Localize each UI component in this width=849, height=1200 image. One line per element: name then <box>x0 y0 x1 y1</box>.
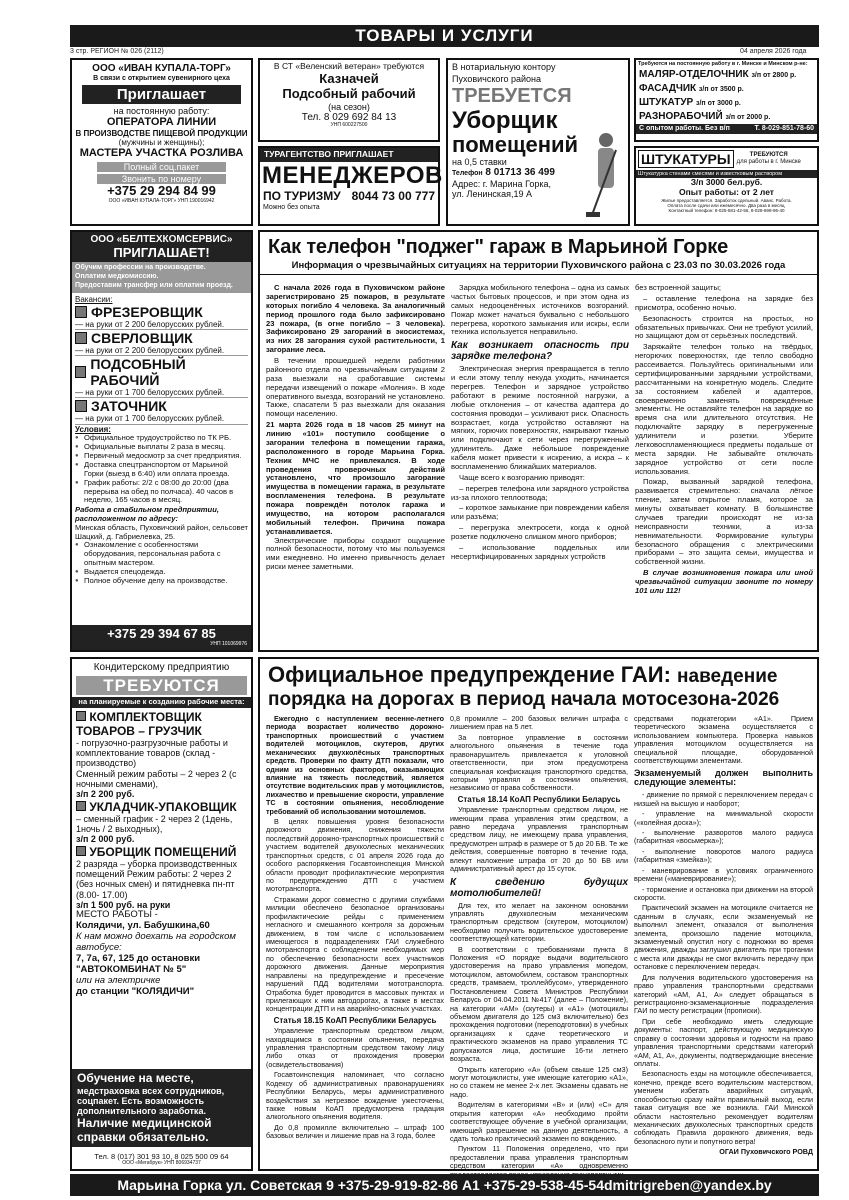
list-item: - управление на минимальной скорости («колейная доска»); <box>634 809 813 827</box>
article-signature: ОГАИ Пуховичского РОВД <box>719 1147 813 1157</box>
vacancy-salary: — на руки от 1 700 белорусских рублей. <box>75 388 248 398</box>
article-heading: Экзаменуемый должен выполнить следующие элементы: <box>634 767 813 788</box>
vacancy-salary: — на руки от 2 200 белорусских рублей. <box>75 320 248 330</box>
ad-text: ТУРАГЕНТСТВО ПРИГЛАШАЕТ <box>260 148 438 162</box>
page-meta: 3 стр. РЕГИОН № 026 (2112) <box>70 48 164 55</box>
ad-phone: Контактный телефон: 8-025-581-42-56, 8-029-698-96-40 <box>668 208 785 214</box>
ad-travel-agency <box>258 146 443 226</box>
ad-job: Подсобный рабочий <box>282 85 416 101</box>
ad-text: В нотариальную контору <box>452 62 556 72</box>
ad-text: К нам можно доехать на городском автобусе: <box>76 931 236 954</box>
ad-required: ТРЕБУЕТСЯ <box>452 84 572 107</box>
ad-text: "АВТОКОМБИНАТ № 5" <box>76 964 187 976</box>
ad-phone-label: Телефон <box>452 170 483 178</box>
ad-beltechkomservis <box>70 230 253 652</box>
ad-company: ООО «БЕЛТЕХКОМСЕРВИС» <box>90 234 233 245</box>
ad-text: – сменный график - 2 через 2 (1день, 1ночь / 2 выходных), <box>76 813 233 835</box>
checkbox-icon <box>75 400 87 412</box>
condition: ● Доставка спецтранспортом от Марьиной Горки (выезд в 6:40) или оплата проезда. <box>75 461 248 479</box>
ad-confectionery <box>70 657 253 1171</box>
paragraph: В случае возникновения пожара или иной чрезвычайной ситуации звоните по номеру 101 или 112! <box>635 568 813 595</box>
condition: ● Выдается спецодежда. <box>75 568 248 577</box>
paragraph: Для получения водительского удостоверения на право управления транспортными средствами категорий «АМ, А1, А» следует обращаться в регистрационно-экзаменационные подразделения ГАИ по месту регистрации (прописки). <box>634 972 813 1016</box>
ad-exp: Опыт работы: от 2 лет <box>679 187 774 198</box>
vacancy: ФРЕЗЕРОВЩИК <box>75 304 248 320</box>
checkbox-icon <box>75 306 87 318</box>
ad-text: Штукатурка стенами смесями и известковым раствором <box>636 170 817 178</box>
paragraph: Пожар, вызванный зарядкой телефона, развивается стремительно: сначала лёгкое тление, затем открытое пламя, которое за минуты охватывает комнату. В большинстве случаев трагедии происходят не из-за неисправности техники, а из-за невнимательности. Формирование культуры безопасного обращения с электрическими приборами – это защита семьи, имущества и собственной жизни. <box>635 477 813 567</box>
list-item: - движение по прямой с переключением передач с низшей на высшую и наоборот; <box>634 790 813 808</box>
ad-job: МАСТЕРА УЧАСТКА РОЗЛИВА <box>79 147 244 160</box>
ad-job: Казначей <box>319 70 379 86</box>
ad-text: до станции "КОЛЯДИЧИ" <box>76 985 195 997</box>
ad-text: или на электричке <box>76 975 161 987</box>
cleaner-icon <box>584 130 624 220</box>
paragraph: Пунктом 11 Положения определено, что при предоставлении права управления транспортным средством категории «А» одновременно <box>450 1144 628 1171</box>
issue-date: 04 апреля 2026 года <box>740 48 807 55</box>
ad-benefit: Полный соц.пакет <box>97 162 226 172</box>
ad-text: Пуховичского района <box>452 74 542 85</box>
ad-phone: Тел. 8 029 692 84 13 <box>301 111 397 123</box>
ad-text: 7, 7а, 67, 125 до остановки <box>76 953 201 965</box>
article-column <box>266 715 444 1169</box>
paragraph: – оставление телефона на зарядке без присмотра, особенно ночью. <box>635 293 813 312</box>
paragraph: При себе необходимо иметь следующие документы: паспорт, действующую медицинскую справку о состоянии здоровья и годности на право управления транспортными средствами категорий «АМ, А1, А», документы, подтверждающие внесение оплаты. <box>634 1016 813 1068</box>
ad-address: ул. Ленинская,19 А <box>452 188 532 199</box>
article-heading: К сведению будущих мотолюбителей! <box>450 876 628 899</box>
article-gai-warning <box>258 657 819 1171</box>
ad-required: ТРЕБУЮТСЯ <box>76 676 247 696</box>
vacancy: ПОДСОБНЫЙ РАБОЧИЙ <box>75 356 248 388</box>
list-item: - торможение и остановка при движении на второй скорости. <box>634 884 813 902</box>
ad-job-detail: В ПРОИЗВОДСТВЕ ПИЩЕВОЙ ПРОДУКЦИИ <box>75 128 248 138</box>
paragraph: В течении прошедшей недели работники районного отдела по чрезвычайным ситуациям 2 раза выезжали на сработавшие системы передачи извещений о пожаре «Молния». В ходе оперативного выезда, возгораний не установлено. Также, спасатели 5 раз выезжали для оказания помощи населению. <box>266 356 445 419</box>
article-heading: Как возникает опасность при зарядке телефона? <box>451 340 629 363</box>
ad-phone: Тел. 8 (017) 301 93 10, 8 025 500 09 64 <box>94 1151 229 1161</box>
ad-text: Жилье предоставляется. Заработок сдельный. Аванс. Работа. <box>661 197 792 203</box>
ad-job: помещений <box>452 131 579 157</box>
ad-text: Обучим профессии на производстве. <box>75 264 206 272</box>
ad-ivan-kupala <box>70 58 253 226</box>
vacancy: СВЕРЛОВЩИК <box>75 330 248 346</box>
paragraph: Электрические приборы создают ощущение полной безопасности, потому что мы пользуемся ими ежедневно. Но именно привычность делает риски менее заметными. <box>266 535 445 572</box>
article-column <box>266 284 445 648</box>
ad-unp: ООО «Мегабрук» УНП 806934737 <box>122 1160 201 1167</box>
ad-pay: з/п 2 000 руб. <box>76 834 135 845</box>
ad-required: ТРЕБУЮТСЯ <box>749 152 788 159</box>
paragraph: Госавтоинспекция напоминает, что согласно Кодексу об административных правонарушениях Республики Беларусь, меры административного воздействия за нетрезвое вождение ужесточены, также новым КоАП предусмотрена градация алкогольного опьянения водителя. <box>266 1070 444 1122</box>
ad-invite: ПРИГЛАШАЕТ! <box>113 244 210 260</box>
ad-address: Минская область, Пуховичский район, сельсовет Шацкий, д. Габриелевка, 25. <box>75 522 248 541</box>
article-heading: Статья 18.15 КоАП Республики Беларусь <box>273 1015 437 1025</box>
ad-job-row: ШТУКАТУР з/п от 3000 р. <box>639 97 741 109</box>
ad-plasterers <box>634 146 819 226</box>
list-item: – короткое замыкание при повреждении кабеля или разъёма; <box>451 503 629 522</box>
ad-text: Работа в стабильном предприятии, расположенном по адресу: <box>75 505 219 524</box>
ad-text: 2 разряда – уборка производственных помещений Режим работы: 2 через 2 (без ночных смен) и пятидневка пн-пт (8.00- 17.00) <box>76 858 237 900</box>
paragraph: До 0,8 промилле включительно – штраф 100 базовых величин и лишение прав на 3 года, более <box>266 1122 444 1141</box>
ad-address: Колядичи, ул. Бабушкина,60 <box>76 920 210 932</box>
vacancy: КОМПЛЕКТОВЩИК ТОВАРОВ – ГРУЗЧИК <box>76 709 202 738</box>
paragraph: Водителям в категориями «В» и (или) «С» для открытия категории «А» необходимо пройти соответствующее обучение в учебной организации, имеющей разрешение на данную деятельность, а сдать только практический экзамен по вождению. <box>450 1100 628 1143</box>
footer-contacts: Марьина Горка ул. Советская 9 +375-29-919-82-86 A1 +375-29-538-45-54dmitrigreben@yandex.by <box>70 1174 819 1196</box>
vacancy-salary: — на руки от 1 700 белорусских рублей. <box>75 414 248 424</box>
ad-text: Обучение на месте, <box>77 1071 194 1085</box>
ad-job-row: ФАСАДЧИК з/п от 3500 р. <box>639 83 744 95</box>
ad-subtitle: В связи с открытием сувенирного цеха <box>93 74 230 82</box>
ad-text: на 0,5 ставки <box>452 156 507 167</box>
paragraph: средствами подкатегории «А1». Прием теоретического экзамена осуществляется с использованием компьютера. Проверка навыков управления мотоциклом осуществляется на специальной площадке, оборудованной соответствующими элементами. <box>634 714 813 766</box>
ad-velensky <box>258 58 440 142</box>
paragraph: Чаще всего к возгоранию приводят: <box>459 472 585 482</box>
paragraph: без встроенной защиты; <box>635 283 722 292</box>
ad-unp: УНП 600227500 <box>330 122 368 129</box>
paragraph: 0,8 промилле – 200 базовых величин штрафа с лишением прав на 5 лет. <box>450 714 628 732</box>
condition: ● Полное обучение делу на производстве. <box>75 577 248 586</box>
paragraph: Стражами дорог совместно с другими службами милиции обеспечено безопасное организованы профилактические рейды с применением негласного и смешанного контроля за дорожным движением, в том числе с использованием имеющегося в подразделениях ГАИ служебного мототранспорта с соблюдением необходимых мер по обеспечению безопасности всех участников дорожного движения. Данные мероприятия направлены на предупреждение и пресечение нарушений ПДД водителями мототранспорта. Отработка будет проводится в массовых пунктах и прилегающих к ним автодорогах, а также в местах концентрации ДТП и на аварийно-опасных участках. <box>266 894 444 1014</box>
ad-finishers <box>634 58 819 142</box>
paragraph: За повторное управление в состоянии алкогольного опьянения в течение года правонарушитель привлекается к уголовной ответственности, при этом предусмотрена специальная конфискация транспортного средства, которым управлял в состоянии опьянения, независимо от права собственности. <box>450 732 628 793</box>
checkbox-icon <box>76 846 86 856</box>
ad-text: на планируемые к созданию рабочие места: <box>72 697 251 708</box>
ad-job: ОПЕРАТОРА ЛИНИИ <box>106 116 217 129</box>
article-title: порядка на дорогах в период начала мотосезона-2026 <box>268 689 780 710</box>
ad-phone: Т. 8-029-851-78-60 <box>754 125 814 133</box>
checkbox-icon <box>76 801 86 811</box>
article-column <box>634 715 813 1169</box>
vacancy: УКЛАДЧИК-УПАКОВЩИК <box>76 800 247 814</box>
ad-text: Кондитерскому предприятию <box>93 662 230 673</box>
article-phone-fire <box>258 230 819 652</box>
paragraph: В целях повышения уровня безопасности дорожного движения, снижения тяжести последствий дорожно-транспортных происшествий с участием водителей двухколесных механических транспортных средств, с 01 апреля 2026 года до особого распоряжения Госавтоинспекция Минской области проводит профилактические мероприятия по предупреждению ДТП с участием мототранспорта. <box>266 817 444 894</box>
paragraph: Управление транспортным средством лицом, не имеющим права управления этим средством, а равно передача управления транспортным средством лицу, не имеющему права управления, предусмотрен штраф в размере от 5 до 20 БВ. Те же действия, совершенные повторно в течение года, влекут наложение штрафа от 20 до 50 БВ или административный арест до 15 суток. <box>450 805 628 874</box>
vacancy: УБОРЩИК ПОМЕЩЕНИЙ <box>76 845 247 859</box>
list-item: - маневрирование в условиях ограниченного времени («маневрирование»); <box>634 865 813 884</box>
ad-label: МЕСТО РАБОТЫ - <box>76 909 158 921</box>
ad-invite-sub: на постоянную работу: <box>113 105 210 116</box>
ad-text: ПО ТУРИЗМУ <box>263 188 341 203</box>
checkbox-icon <box>75 332 87 344</box>
condition: ● Официальное трудоустройство по ТК РБ. <box>75 434 248 443</box>
paragraph: Электрическая энергия превращается в тепло и если этому теплу некуда уходить, начинается перегрев. Телефон и зарядное устройство работают в режиме постоянной нагрузки, а любые отклонения – от качества адаптера до состояния проводки – усиливают риск. Опасность возрастает, когда устройство оставляют на мягких, горючих поверхностях, накрывают тканью или подключают к сети через перегруженный удлинитель. Даже небольшое повреждение кабеля может привести к искрению, а искра – к воспламенению ближайших материалов. <box>451 364 629 471</box>
ad-text: Наличие медицинской справки обязательно. <box>77 1115 212 1144</box>
ad-pay: З/п 3000 бел.руб. <box>690 177 763 188</box>
ad-text: Оплата после сдачи или ежемесячно. Два раза в месяц. <box>667 203 786 209</box>
ad-job-row: МАЛЯР-ОТДЕЛОЧНИК з/п от 2800 р. <box>639 69 797 81</box>
vacancy: ЗАТОЧНИК <box>75 398 248 414</box>
paragraph: В соответствии с требованиями пункта 8 Положения «О порядке выдачи водительского удостоверения на право управления мопедом, мотоциклом, автомобилем, составом транспортных средств, трамваем, троллейбусом», утвержденного Постановлением Совета Министров Республики Беларусь от 04.04.2011 №417 (далее – Положение), на категории «АМ» (скутеры) и «А1» (мотоциклы объемом двигателя до 125 см3 включительно) без прохождения подготовки (переподготовки) в учебных организациях к сдаче теоретического и практического экзаменов на право управления ТС допускаются лица, достигшие 16-ти летнего возраста. <box>450 944 628 1064</box>
ad-text: медстраховка всех сотрудников, соцпакет. Есть возможность дополнительного заработка. <box>77 1085 225 1117</box>
article-heading: Статья 18.14 КоАП Республики Беларусь <box>457 794 621 804</box>
paragraph: Открыть категорию «А» (объем свыше 125 см3) могут мотоциклисты, уже имеющие категорию «А1», но со стажем не менее 2-х лет. Экзамены сдавать не надо. <box>450 1064 628 1099</box>
paragraph: Практический экзамен на мотоцикле считается не сданным в случаях, если экзаменуемый не выполнил элемент, отказался от выполнения элемента, произошло падение мотоцикла, экзаменуемый опустил ногу с подножки во время движения, дважды заглушил двигатель при трогании с места или дважды не смог включить передачу при остановке с переключением передач. <box>634 903 813 972</box>
article-column <box>635 284 813 648</box>
ad-text: - погрузочно-разгрузочные работы и комплектование товаров (склад - производство) <box>76 737 228 769</box>
ad-job: ШТУКАТУРЫ <box>638 150 734 168</box>
condition: ● Официальные выплаты 2 раза в месяц. <box>75 443 248 452</box>
ad-job: Уборщик <box>452 106 558 134</box>
ad-phone: +375 29 394 67 85 <box>107 626 216 642</box>
list-item: - выполнение поворотов малого радиуса (габаритная «змейка»); <box>634 846 813 865</box>
ad-pay: з/п 1 500 руб. на руки <box>76 900 171 911</box>
ad-exp: С опытом работы. Без в/п <box>639 125 730 133</box>
ad-note: Можно без опыта <box>263 203 320 211</box>
paragraph: Для тех, кто желает на законном основании управлять двухколесным механическим транспортным средством (скутером, мотоциклом) необходимо получить водительское удостоверение соответствующей категории. <box>450 900 628 944</box>
ad-company: ООО «ИВАН КУПАЛА-ТОРГ» <box>92 63 231 74</box>
ad-unp: ООО «ИВАН КУПАЛА-ТОРГ» УНП 190016942 <box>108 198 215 205</box>
ad-text: Оплатим медкомиссию. <box>75 273 159 281</box>
ad-label: Вакансии: <box>75 294 113 304</box>
ad-notary <box>446 58 630 226</box>
list-item: – перегрузка электросети, когда к одной розетке подключено слишком много приборов; <box>451 523 629 541</box>
paragraph: Заряжайте телефон только на твёрдых, негорючих поверхностях, где тепло свободно рассеивается. Пользуйтесь оригинальными или сертифицированными зарядными устройствами, рассчитанными на конкретную модель. Следите за состоянием кабелей и адаптеров, своевременно заменять повреждённые элементы. Не оставляйте телефон на зарядке во время сна или длительного отсутствия. Не подключайте зарядку в перегруженные удлинители и розетки. Уберите легковоспламеняющиеся предметы подальше от места зарядки. Не забывайте отключать зарядное устройство от сети после использования. <box>635 342 813 476</box>
vacancy-salary: — на руки от 2 200 белорусских рублей. <box>75 346 248 356</box>
checkbox-icon <box>76 711 86 721</box>
ad-job-detail: (мужчины и женщины); <box>118 137 205 147</box>
paragraph: Безопасность строится на простых, но обязательных привычках. Они не требуют усилий, но защищают дом от серьёзных последствий. <box>635 313 813 341</box>
paragraph: Безопасность езды на мотоцикле обеспечивается, конечно, прежде всего водительским мастерством, умением избегать аварийных ситуаций, способностью сразу найти правильный выход, если такая ситуация все же возникла. ГАИ Минской области настоятельно рекомендует водителям механических двухколесных транспортных средств соблюдать Правила дорожного движения, ведь безопасного пути и попутного ветра! <box>634 1069 813 1146</box>
condition: ● Ознакомление с особенностями оборудования, персональная работа с опытным мастером. <box>75 541 248 568</box>
ad-phone: 8044 73 00 777 <box>351 188 435 203</box>
ad-text: (на сезон) <box>328 101 370 112</box>
paragraph: Зарядка мобильного телефона – одна из самых частых бытовых процессов, и при этом одна из самых недооценённых источников возгораний. Пожар может начаться буквально с небольшого перегрева, короткого замыкания или искры, если техника используется неправильно. <box>451 283 629 337</box>
list-item: – использование поддельных или несертифицированных зарядных устройств <box>451 542 629 561</box>
ad-pay: з/п 2 200 руб. <box>76 789 135 800</box>
ad-address: Адрес: г. Марина Горка, <box>452 178 551 189</box>
ad-text: Требуются на постоянную работу в г. Минске и Минском р-не: <box>638 61 808 67</box>
ad-job-row: РАЗНОРАБОЧИЙ з/п от 2000 р. <box>639 111 771 123</box>
article-column <box>451 284 629 648</box>
ad-label: Условия: <box>75 424 111 434</box>
checkbox-icon <box>75 366 86 378</box>
article-title: Официальное предупреждение ГАИ: наведение <box>268 662 778 687</box>
ad-text: для работы в г. Минске <box>736 159 801 166</box>
paragraph: 21 марта 2026 года в 18 часов 25 минут на линию «101» поступило сообщение о загорании телефона в помещении гаража, расположенного в городе Марьина Горка. Техник МЧС не привлекался. В ходе проведения проверочных действий установлено, что произошло загорание имущества в помещении гаража, в результате воспламенения телефона. В результате пожара повреждён потолок гаража и имущество, на котором располагался мобильный телефон. Причина пожара устанавливается. <box>266 420 445 536</box>
list-item: - выполнение разворотов малого радиуса (габаритная «восьмерка»); <box>634 828 813 846</box>
paragraph: Ежегодно с наступлением весенне-летнего периода возрастает количество дорожно-транспортных происшествий с участием водителей мотоциклов, скутеров, других механических двухколёсных транспортных средств. Проверки по факту ДТП показали, что одним из основных факторов, оказывающих влияние на тяжесть последствий, является отсутствие водительских прав у мотоциклистов, лихачество и превышение скорости, управление ТС в состоянии опьянения, несоблюдение требований об использовании мотошлемов. <box>266 714 444 816</box>
ad-job: МЕНЕДЖЕРОВ <box>262 161 443 189</box>
ad-call: Звонить по номеру <box>97 174 226 184</box>
ad-unp: УНП 101069976 <box>210 641 247 648</box>
paragraph: С начала 2026 года в Пуховичском районе зарегистрировано 25 пожаров, в результате которых погибло 4 человека. За аналогичный период прошлого года было зафиксировано 23 пожара, (в огне погибло – 3 человека). Зафиксировано 29 загораний в экосистемах, из них 28 загорания сухой растительности, 1 загорание леса. <box>266 283 445 355</box>
article-title: Как телефон "поджег" гараж в Марьиной Горке <box>268 236 729 258</box>
article-subtitle: Информация о чрезвычайных ситуациях на территории Пуховичского района с 23.03 по 30.03.2026 года <box>260 259 817 275</box>
section-title: ТОВАРЫ И УСЛУГИ <box>70 25 819 47</box>
ad-text: В СТ «Веленский ветеран» требуются <box>273 61 425 71</box>
ad-phone: 8 01713 36 499 <box>485 167 555 179</box>
ad-invite: Приглашает <box>82 85 241 104</box>
list-item: – перегрев телефона или зарядного устройства из-за плохого теплоотвода; <box>451 483 629 502</box>
article-column <box>450 715 628 1169</box>
condition: ● Первичный медосмотр за счет предприятия. <box>75 452 248 461</box>
ad-phone: +375 29 294 84 99 <box>107 183 216 199</box>
paragraph: Управление транспортным средством лицом, находящимся в состоянии опьянения, передача управления транспортным средством такому лицу либо отказ от прохождения проверки (освидетельствования) <box>266 1026 444 1069</box>
condition: ● График работы: 2/2 с 08:00 до 20:00 (два перерыва на обед по полчаса). 40 часов в неделю, 165 часов в месяц. <box>75 479 248 506</box>
ad-text: Предоставим трансфер или оплатим проезд. <box>75 281 233 289</box>
ad-text: Сменный режим работы – 2 через 2 (с ночными сменами), <box>76 768 237 790</box>
